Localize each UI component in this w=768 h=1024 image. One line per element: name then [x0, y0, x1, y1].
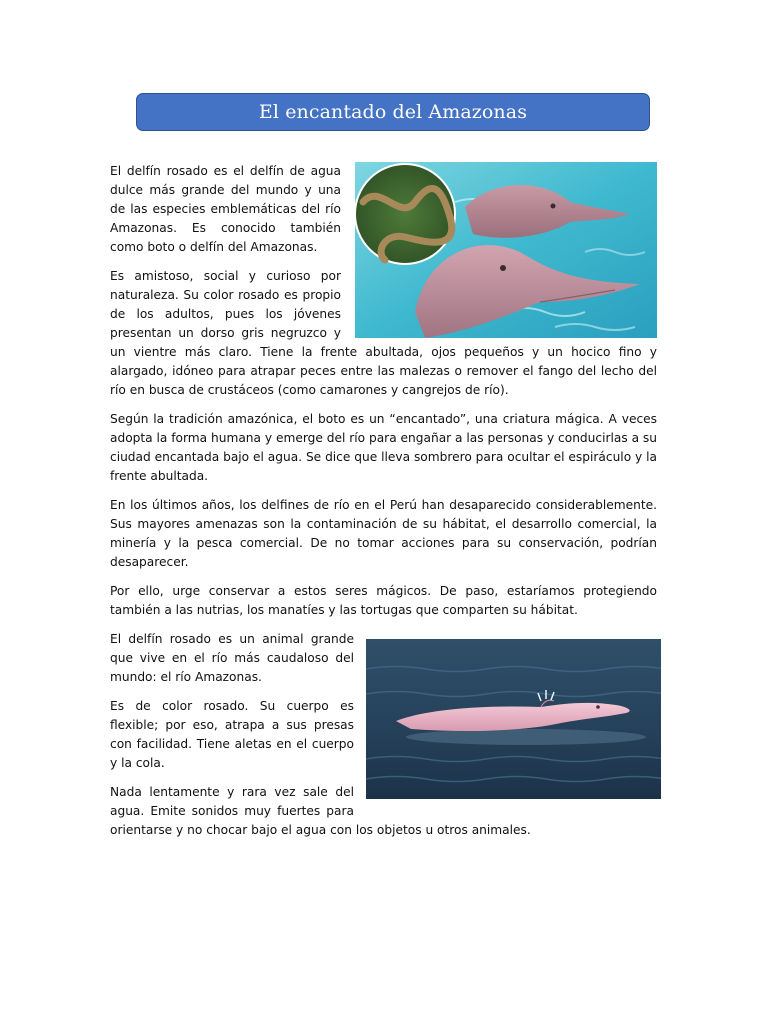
paragraph-4: En los últimos años, los delfines de río en el Perú han desaparecido considerablemente. Sus mayores amenazas son la contaminación de su hábitat, el desarrollo comercial, la minería y la pesca comercial. De no tomar acciones para su conservación, podrían desaparecer. [110, 498, 657, 569]
page-title: El encantado del Amazonas [258, 101, 528, 123]
paragraph-5: Por ello, urge conservar a estos seres mágicos. De paso, estaríamos protegiendo también a las nutrias, los manatíes y las tortugas que comparten su hábitat. [110, 584, 657, 617]
dolphins-photo [355, 162, 657, 338]
article-body [110, 162, 657, 850]
paragraph-3: Según la tradición amazónica, el boto es un “encantado”, una criatura mágica. A veces adopta la forma humana y emerge del río para engañar a las personas y conducirlas a su ciudad encantada bajo el agua. Se dice que lleva sombrero para ocultar el espiráculo y la frente abultada. [110, 412, 657, 483]
paragraph-6: El delfín rosado es un animal grande que vive en el río más caudaloso del mundo: el río Amazonas. [110, 632, 354, 684]
title-banner [136, 93, 650, 131]
paragraph-2: Es amistoso, social y curioso por naturaleza. Su color rosado es propio de los adultos, pues los jóvenes presentan un dorso gris negruzco y un vientre más claro. Tiene la frente abultada, ojos pequeños y un hocico fino y alargado, idóneo para atrapar peces entre las malezas o remover el fango del lecho del río en busca de crustáceos (como camarones y cangrejos de río). [110, 269, 657, 397]
paragraph-7: Es de color rosado. Su cuerpo es flexible; por eso, atrapa a sus presas con facilidad. Tiene aletas en el cuerpo y la cola. [110, 699, 354, 770]
paragraph-8: Nada lentamente y rara vez sale del agua. Emite sonidos muy fuertes para orientarse y no chocar bajo el agua con los objetos u otros animales. [110, 785, 531, 837]
river-dolphin-photo [366, 639, 661, 799]
paragraph-1: El delfín rosado es el delfín de agua dulce más grande del mundo y una de las especies emblemáticas del río Amazonas. Es conocido también como boto o delfín del Amazonas. [110, 164, 341, 254]
